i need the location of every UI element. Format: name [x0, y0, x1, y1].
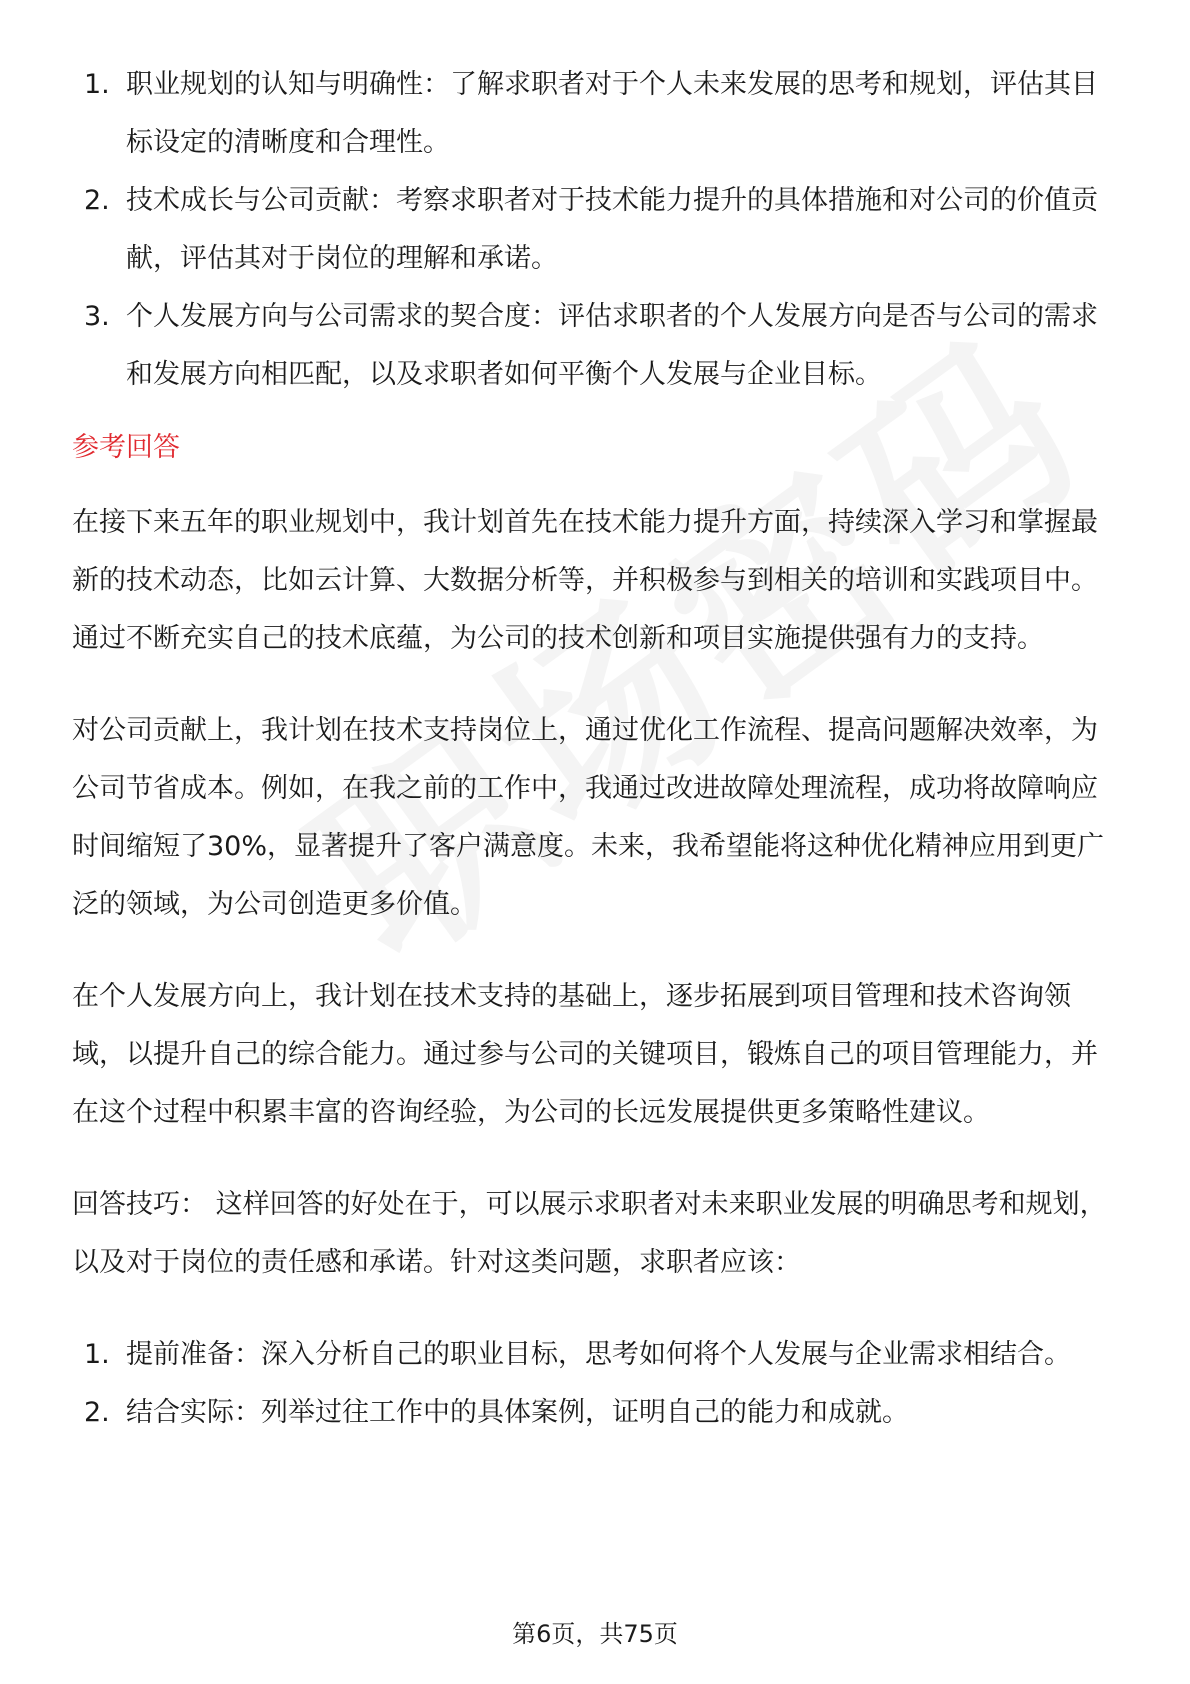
page-footer: 第6页，共75页	[512, 1620, 678, 1648]
list-item-number: 3.	[84, 301, 110, 332]
answer-paragraph: 对公司贡献上，我计划在技术支持岗位上，通过优化工作流程、提高问题解决效率，为公司节省成本。例如，在我之前的工作中，我通过改进故障处理流程，成功将故障响应时间缩短了30%，显著提升了客户满意度。未来，我希望能将这种优化精神应用到更广泛的领域，为公司创造更多价值。	[72, 715, 1105, 920]
list-item-number: 2.	[84, 1397, 110, 1428]
list-item-text: 结合实际：列举过往工作中的具体案例，证明自己的能力和成就。	[126, 1397, 909, 1428]
answer-paragraph: 在个人发展方向上，我计划在技术支持的基础上，逐步拓展到项目管理和技术咨询领域，以提升自己的综合能力。通过参与公司的关键项目，锻炼自己的项目管理能力，并在这个过程中积累丰富的咨询经验，为公司的长远发展提供更多策略性建议。	[72, 981, 1098, 1128]
list-item-text: 职业规划的认知与明确性：了解求职者对于个人未来发展的思考和规划，评估其目标设定的清晰度和合理性。	[126, 69, 1098, 158]
list-item-number: 1.	[84, 1339, 110, 1370]
list-item-text: 提前准备：深入分析自己的职业目标，思考如何将个人发展与企业需求相结合。	[126, 1339, 1071, 1370]
tips-intro-paragraph: 回答技巧： 这样回答的好处在于，可以展示求职者对未来职业发展的明确思考和规划，以及对于岗位的责任感和承诺。针对这类问题，求职者应该：	[72, 1189, 1107, 1278]
list-item-text: 个人发展方向与公司需求的契合度：评估求职者的个人发展方向是否与公司的需求和发展方向相匹配，以及求职者如何平衡个人发展与企业目标。	[126, 301, 1098, 390]
list-item	[72, 1384, 1122, 1442]
list-item-number: 1.	[84, 69, 110, 100]
section-heading: 参考回答	[72, 432, 180, 463]
list-item	[72, 56, 1122, 172]
list-item	[72, 172, 1122, 288]
tips-list	[72, 1326, 1122, 1442]
criteria-list	[72, 56, 1122, 404]
list-item	[72, 1326, 1122, 1384]
list-item-text: 技术成长与公司贡献：考察求职者对于技术能力提升的具体措施和对公司的价值贡献，评估其对于岗位的理解和承诺。	[126, 185, 1098, 274]
answer-paragraph: 在接下来五年的职业规划中，我计划首先在技术能力提升方面，持续深入学习和掌握最新的技术动态，比如云计算、大数据分析等，并积极参与到相关的培训和实践项目中。通过不断充实自己的技术底蕴，为公司的技术创新和项目实施提供强有力的支持。	[72, 507, 1098, 654]
list-item-number: 2.	[84, 185, 110, 216]
list-item	[72, 288, 1122, 404]
page-content	[72, 56, 1122, 1442]
